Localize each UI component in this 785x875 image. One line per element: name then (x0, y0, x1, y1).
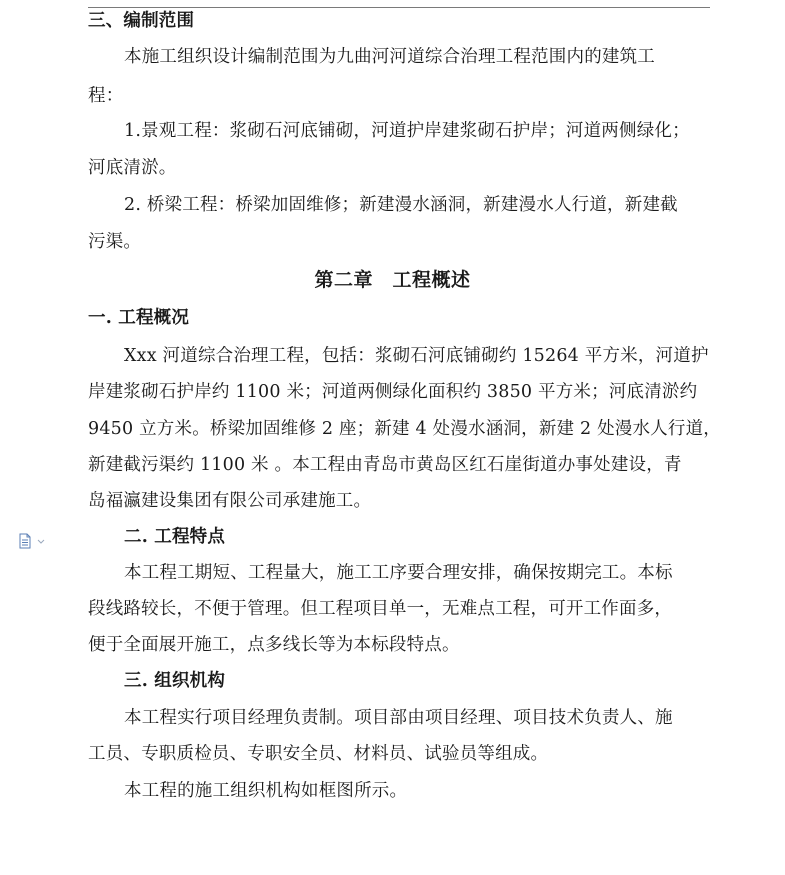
organization-paragraph-line: 工员、专职质检员、专职安全员、材料员、试验员等组成。 (88, 744, 549, 764)
organization-heading: 三. 组织机构 (124, 671, 226, 691)
features-paragraph-line: 本工程工期短、工程量大，施工工序要合理安排，确保按期完工。本标 (124, 563, 673, 583)
page-top-rule (88, 7, 710, 8)
chapter-title: 第二章 工程概述 (314, 269, 471, 291)
scope-item-line: 2. 桥梁工程：桥梁加固维修；新建漫水涵洞，新建漫水人行道，新建截 (124, 195, 678, 215)
organization-paragraph-line: 本工程的施工组织机构如框图所示。 (124, 781, 408, 801)
overview-paragraph-line: 新建截污渠约 1100 米 。本工程由青岛市黄岛区红石崖街道办事处建设，青 (88, 455, 682, 475)
features-paragraph-line: 便于全面展开施工，点多线长等为本标段特点。 (88, 635, 460, 655)
overview-paragraph-line: 9450 立方米。桥梁加固维修 2 座；新建 4 处漫水涵洞，新建 2 处漫水人行道， (88, 419, 721, 439)
section-title: 三、编制范围 (88, 11, 195, 31)
features-paragraph-line: 段线路较长，不便于管理。但工程项目单一，无难点工程，可开工作面多， (88, 599, 673, 619)
overview-paragraph-line: Xxx 河道综合治理工程，包括：浆砌石河底铺砌约 15264 平方米，河道护 (124, 346, 709, 366)
overview-heading: 一. 工程概况 (88, 308, 190, 328)
overview-paragraph-line: 岛福瀛建设集团有限公司承建施工。 (88, 491, 372, 511)
scope-intro-line: 程： (88, 86, 124, 106)
features-heading: 二. 工程特点 (124, 527, 226, 547)
scope-item-line: 河底清淤。 (88, 158, 177, 178)
scope-item-line: 污渠。 (88, 232, 142, 252)
scope-item-line: 1.景观工程：浆砌石河底铺砌，河道护岸建浆砌石护岸；河道两侧绿化； (124, 121, 690, 141)
scope-intro-line: 本施工组织设计编制范围为九曲河河道综合治理工程范围内的建筑工 (124, 47, 655, 67)
organization-paragraph-line: 本工程实行项目经理负责制。项目部由项目经理、项目技术负责人、施 (124, 708, 673, 728)
overview-paragraph-line: 岸建浆砌石护岸约 1100 米；河道两侧绿化面积约 3850 平方米；河底清淤约 (88, 382, 698, 402)
document-icon[interactable] (18, 533, 48, 549)
